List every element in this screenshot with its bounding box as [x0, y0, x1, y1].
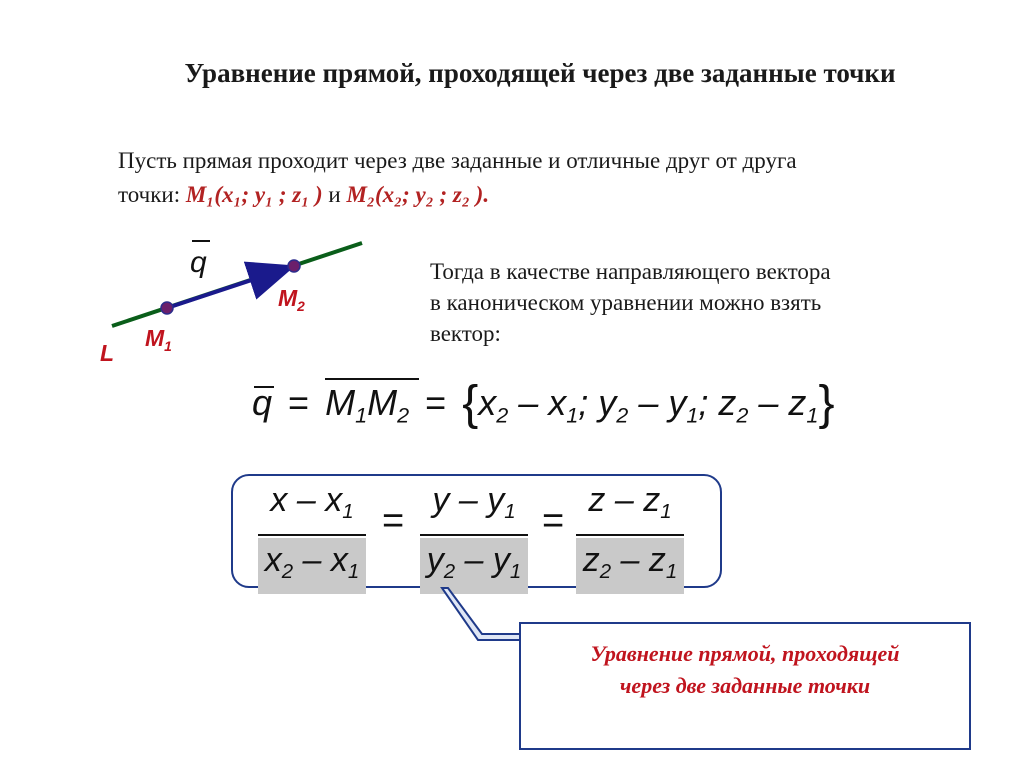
formula-q	[252, 382, 282, 423]
formula-m1m2	[325, 382, 419, 428]
point-m1: M₁(x₁; y₁ ; z₁ )	[185, 182, 323, 207]
fraction-y-denominator: $y_2 - y_1$	[420, 538, 528, 594]
m1-letter: M	[145, 325, 165, 351]
c3-a-sub: 2	[736, 402, 749, 428]
c2-b-sub: 1	[686, 402, 699, 428]
f3-num-sub: 1	[660, 501, 672, 524]
page-title: Уравнение прямой, проходящей через две заданные точки	[184, 58, 896, 88]
f1-num: x – x	[270, 481, 343, 519]
point-m2: M₂(x₂; y₂ ; z₂ )	[346, 182, 484, 207]
fraction-x-bar	[258, 534, 366, 536]
formula-q-text: q	[252, 382, 273, 423]
intro-prefix: точки:	[118, 182, 186, 207]
f1-den-a: x	[264, 541, 282, 580]
formula-q-bar	[254, 386, 274, 388]
formula-m1: M	[325, 382, 356, 423]
vector-formula	[252, 376, 834, 431]
vector-q-arrow	[167, 268, 288, 308]
point-m2-dot	[288, 260, 300, 272]
f2-den-a-sub: 2	[443, 561, 456, 584]
intro-and: и	[322, 182, 347, 207]
direction-line-2: в каноническом уравнении можно взять	[430, 290, 822, 315]
vector-bar	[192, 240, 210, 242]
c2-a: y	[598, 382, 617, 423]
intro-paragraph	[118, 144, 978, 212]
fraction-x-denominator: $x_2 - x_1$	[258, 538, 366, 594]
c3-a: z	[718, 382, 737, 423]
m2-label	[278, 285, 305, 314]
f1-den-b-sub: 1	[347, 561, 360, 584]
callout-line-1: Уравнение прямой, проходящей	[590, 641, 900, 666]
fraction-x	[258, 480, 366, 594]
fraction-y-bar	[420, 534, 528, 536]
vector-q-label	[190, 246, 207, 280]
intro-end: .	[483, 182, 490, 207]
direction-vector-text	[430, 256, 970, 349]
callout-connector	[436, 586, 526, 646]
f2-den-b-sub: 1	[509, 561, 522, 584]
formula-m1m2-bar	[325, 378, 419, 380]
fraction-z-numerator	[576, 480, 684, 532]
fraction-y-numerator	[420, 480, 528, 532]
c1-b: x	[548, 382, 567, 423]
f1-num-sub: 1	[342, 501, 354, 524]
line-diagram	[90, 230, 380, 370]
formula-m1-sub: 1	[355, 402, 368, 428]
formula-eq-1: =	[288, 382, 310, 423]
f1-den-a-sub: 2	[281, 561, 294, 584]
f2-num: y – y	[432, 481, 505, 519]
line-l-label: L	[100, 340, 115, 366]
fraction-x-numerator	[258, 480, 366, 532]
f2-den-a: y	[426, 541, 444, 580]
f3-den-b-sub: 1	[665, 561, 678, 584]
callout-text	[521, 638, 969, 702]
point-m1-dot	[161, 302, 173, 314]
m2-sub: 2	[297, 298, 305, 314]
m2-letter: M	[278, 285, 298, 311]
m1-label	[145, 325, 172, 354]
f1-den-b: x	[330, 541, 348, 580]
direction-line-1: Тогда в качестве направляющего вектора	[430, 259, 831, 284]
intro-line-2	[118, 178, 978, 212]
c3-b: z	[788, 382, 807, 423]
formula-brace-close: }	[818, 377, 835, 430]
f2-num-sub: 1	[504, 501, 516, 524]
direction-line-3: вектор:	[430, 321, 501, 346]
f3-den-a-sub: 2	[599, 561, 612, 584]
formula-m2-sub: 2	[397, 402, 410, 428]
formula-eq-2: =	[425, 382, 447, 423]
c1-a-sub: 2	[496, 402, 509, 428]
c2-a-sub: 2	[616, 402, 629, 428]
formula-m2: M	[367, 382, 398, 423]
equals-sign-1: =	[382, 500, 405, 542]
c1-b-sub: 1	[566, 402, 579, 428]
formula-brace-open: {	[462, 377, 479, 430]
callout-box	[519, 622, 971, 750]
f3-den-b: z	[648, 541, 666, 580]
fraction-y	[420, 480, 528, 594]
equals-sign-2: =	[542, 500, 565, 542]
c2-b: y	[668, 382, 687, 423]
f2-den-b: y	[492, 541, 510, 580]
vector-q-text: q	[190, 246, 207, 279]
fraction-z	[576, 480, 684, 594]
fraction-z-bar	[576, 534, 684, 536]
formula-components: $x_2 - x_1$; $y_2 - y_1$; $z_2 - z_1$	[478, 382, 819, 428]
callout-pointer	[442, 588, 520, 640]
f3-den-a: z	[582, 541, 600, 580]
f3-num: z – z	[588, 481, 661, 519]
fraction-z-denominator: $z_2 - z_1$	[576, 538, 684, 594]
c3-b-sub: 1	[806, 402, 819, 428]
intro-line-1: Пусть прямая проходит через две заданные и отличные друг от друга	[118, 148, 797, 173]
callout-line-2: через две заданные точки	[619, 673, 871, 698]
c1-a: x	[478, 382, 497, 423]
m1-sub: 1	[164, 338, 172, 354]
